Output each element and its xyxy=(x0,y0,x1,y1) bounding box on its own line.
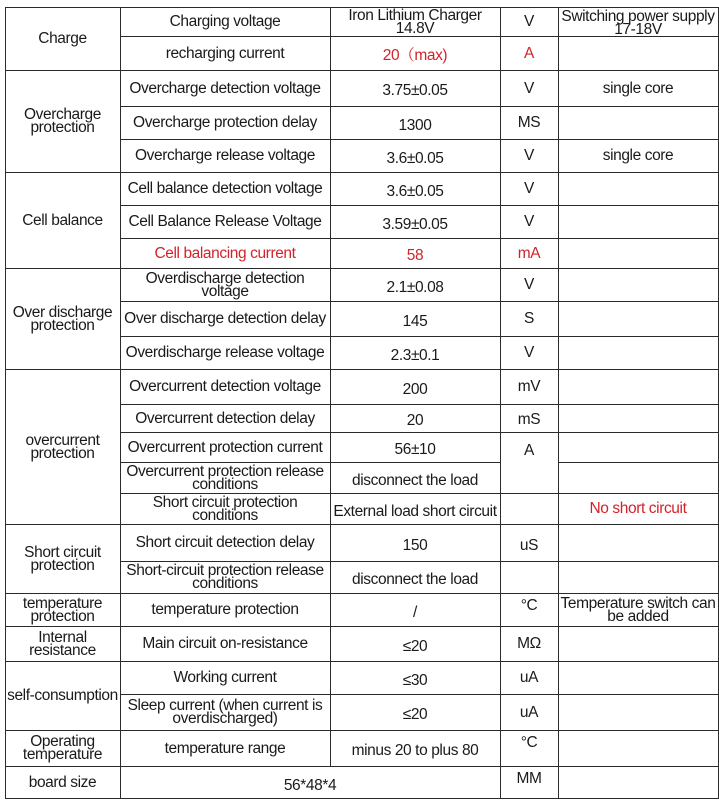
value-cell: ≤20 xyxy=(402,706,428,723)
parameter-cell: Overcurrent detection delay xyxy=(135,409,315,427)
parameter-cell: Overdischarge detection voltage xyxy=(145,269,305,300)
unit-cell: V xyxy=(524,13,534,30)
parameter-cell: Overcurrent protection release conditions xyxy=(126,462,324,493)
value-cell: 1300 xyxy=(398,116,432,134)
unit-cell: mS xyxy=(517,410,541,428)
value-cell: disconnect the load xyxy=(352,471,478,489)
value-cell: 20（max) xyxy=(382,47,448,64)
unit-cell: mA xyxy=(517,244,541,262)
unit-cell: V xyxy=(524,79,534,97)
note-cell xyxy=(558,36,718,70)
note-cell xyxy=(558,172,718,205)
category-cell: board size xyxy=(28,773,97,791)
parameter-cell: Main circuit on-resistance xyxy=(142,635,308,652)
parameter-cell: Overdischarge release voltage xyxy=(125,344,325,361)
unit-cell: V xyxy=(524,276,534,293)
parameter-cell: Over discharge detection delay xyxy=(124,310,326,327)
value-cell: 3.6±0.05 xyxy=(386,182,444,200)
unit-cell: °C xyxy=(520,734,538,751)
unit-cell: V xyxy=(524,147,534,164)
parameter-cell: Overcharge detection voltage xyxy=(129,79,321,97)
parameter-cell: Overcharge protection delay xyxy=(133,114,317,131)
category-cell: Charge xyxy=(38,30,87,47)
category-cell: Short circuit protection xyxy=(24,543,101,574)
unit-cell: uA xyxy=(519,669,539,686)
note-cell xyxy=(558,561,718,593)
parameter-cell: Short circuit protection conditions xyxy=(152,493,298,524)
value-cell: 2.3±0.1 xyxy=(390,346,440,364)
parameter-cell: Overcharge release voltage xyxy=(134,147,315,164)
category-cell: Internal resistance xyxy=(29,628,96,659)
note-cell xyxy=(558,268,718,301)
parameter-cell: Cell balance detection voltage xyxy=(127,180,323,197)
unit-cell: A xyxy=(524,442,534,459)
unit-cell: °C xyxy=(520,597,538,614)
value-cell: 2.1±0.08 xyxy=(386,278,444,296)
note-cell xyxy=(558,106,718,139)
value-cell: 200 xyxy=(402,380,428,398)
note-cell: Temperature switch can be added xyxy=(560,594,716,625)
category-cell: Cell balance xyxy=(22,211,103,229)
category-cell: self-consumption xyxy=(7,687,118,704)
note-cell: No short circuit xyxy=(589,500,687,517)
value-cell: 20 xyxy=(406,412,424,429)
value-cell: disconnect the load xyxy=(352,571,478,588)
note-cell: Switching power supply 17-18V xyxy=(561,8,715,36)
parameter-cell: Working current xyxy=(173,669,277,686)
parameter-cell: Short circuit detection delay xyxy=(135,534,315,551)
value-cell: ≤30 xyxy=(402,671,428,689)
note-cell xyxy=(558,626,718,661)
note-cell xyxy=(558,524,718,561)
unit-cell: A xyxy=(524,44,534,62)
parameter-cell: Cell balancing current xyxy=(154,244,296,262)
category-cell: Operating temperature xyxy=(22,733,103,763)
note-cell xyxy=(558,661,718,694)
note-cell xyxy=(558,205,718,238)
value-cell: ≤20 xyxy=(402,637,428,655)
unit-cell: MS xyxy=(517,114,541,131)
value-cell: 145 xyxy=(402,312,428,330)
category-cell: overcurrent protection xyxy=(25,431,100,462)
parameter-cell: temperature range xyxy=(164,739,286,757)
parameter-cell: Overcurrent detection voltage xyxy=(129,378,321,395)
value-cell: / xyxy=(413,603,417,621)
value-cell: 3.75±0.05 xyxy=(382,82,448,99)
value-cell: 58 xyxy=(406,247,424,264)
value-cell: minus 20 to plus 80 xyxy=(351,742,479,759)
unit-cell: V xyxy=(524,213,534,230)
category-cell: temperature protection xyxy=(22,594,103,625)
category-cell: Over discharge protection xyxy=(12,303,113,334)
unit-cell: MM xyxy=(516,770,542,787)
value-cell: External load short circuit xyxy=(333,502,497,520)
note-cell xyxy=(558,336,718,369)
note-cell xyxy=(558,462,718,493)
note-cell xyxy=(558,404,718,432)
parameter-cell: Charging voltage xyxy=(169,13,281,30)
value-cell: 56*48*4 xyxy=(283,776,337,794)
parameter-cell: Overcurrent protection current xyxy=(127,438,323,456)
parameter-cell: Cell Balance Release Voltage xyxy=(128,213,322,230)
note-cell: single core xyxy=(602,147,674,164)
parameter-cell: Sleep current (when current is overdischarged) xyxy=(127,697,323,727)
parameter-cell: temperature protection xyxy=(151,601,299,618)
value-cell: 150 xyxy=(402,536,428,554)
parameter-cell: Short-circuit protection release conditions xyxy=(126,562,324,592)
note-cell xyxy=(558,432,718,462)
note-cell xyxy=(558,369,718,404)
note-cell: single core xyxy=(602,79,674,97)
grid-hline xyxy=(5,798,719,799)
unit-cell: mV xyxy=(517,378,541,395)
unit-cell: MΩ xyxy=(517,635,541,652)
unit-cell: S xyxy=(524,310,534,327)
note-cell xyxy=(558,730,718,766)
category-cell: Overcharge protection xyxy=(24,106,101,136)
unit-cell: uS xyxy=(519,537,539,554)
unit-cell xyxy=(500,561,558,593)
value-cell: 3.59±0.05 xyxy=(382,215,448,233)
note-cell xyxy=(558,694,718,730)
unit-cell: V xyxy=(524,180,534,197)
note-cell xyxy=(558,766,718,798)
note-cell xyxy=(558,301,718,336)
value-cell: 3.6±0.05 xyxy=(386,149,444,167)
value-cell: 56±10 xyxy=(394,441,436,458)
value-cell: Iron Lithium Charger 14.8V xyxy=(348,7,482,36)
note-cell xyxy=(558,238,718,268)
unit-cell: uA xyxy=(519,703,539,721)
unit-cell: V xyxy=(524,344,534,361)
parameter-cell: recharging current xyxy=(165,44,285,62)
unit-cell xyxy=(500,493,558,524)
